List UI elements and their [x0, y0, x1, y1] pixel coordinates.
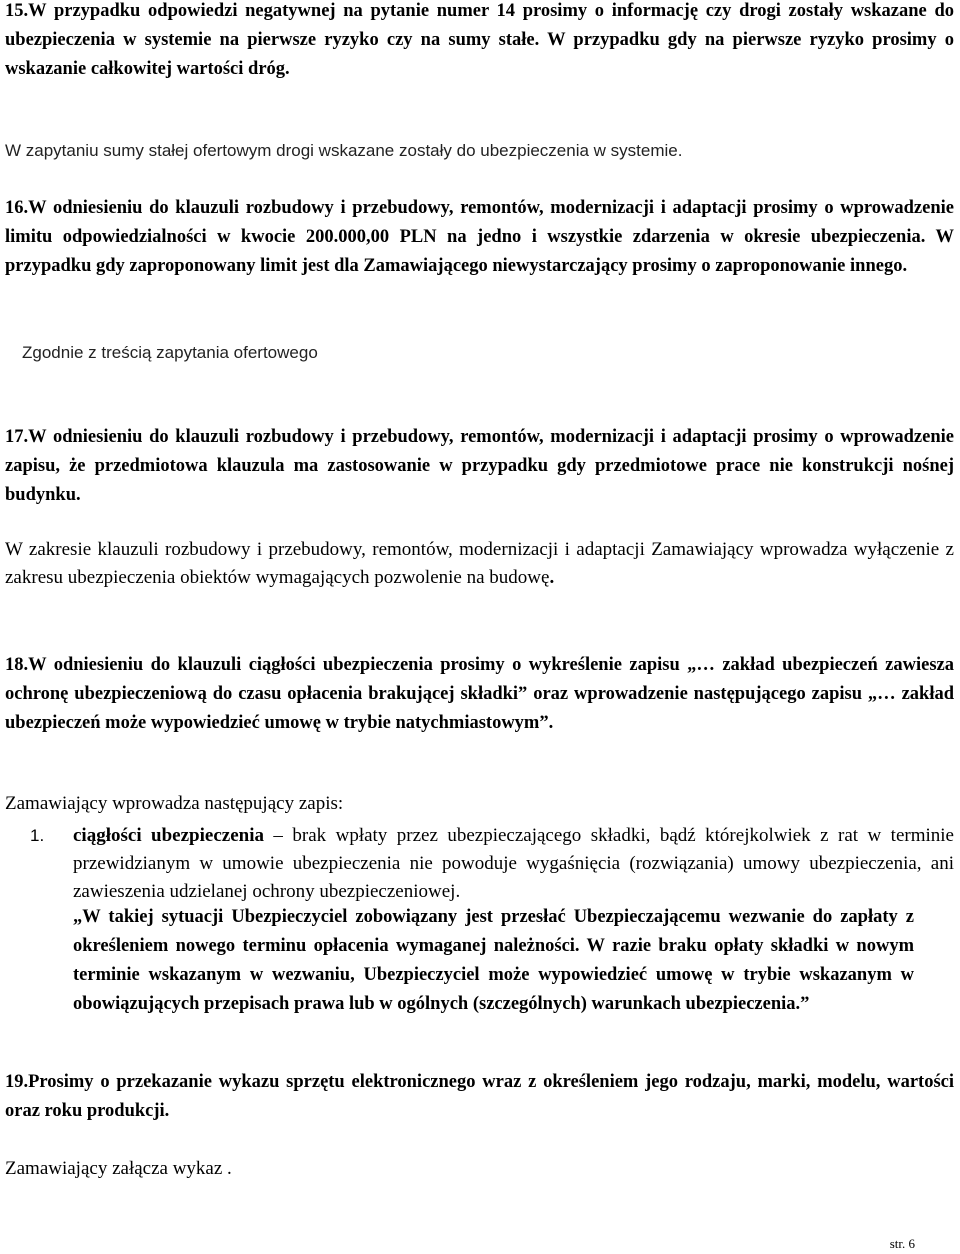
answer-19: Zamawiający załącza wykaz . [5, 1158, 232, 1179]
question-15: 15.W przypadku odpowiedzi negatywnej na pytanie numer 14 prosimy o informację czy drogi zostały wskazane do ubezpieczenia w systemie na pierwsze ryzyko czy na sumy stałe. W przypadku gdy na pierwsze ryzyko prosimy o wskazanie całkowitej wartości dróg. [5, 1, 954, 79]
answer-18-list-item [30, 822, 954, 906]
question-19: 19.Prosimy o przekazanie wykazu sprzętu elektronicznego wraz z określeniem jego rodzaju, marki, modelu, wartości oraz roku produkcji. [5, 1072, 954, 1121]
answer-18-intro: Zamawiający wprowadza następujący zapis: [5, 793, 344, 814]
question-16: 16.W odniesieniu do klauzuli rozbudowy i przebudowy, remontów, modernizacji i adaptacji prosimy o wprowadzenie limitu odpowiedzialności w kwocie 200.000,00 PLN na jedno i wszystkie zdarzenia w okresie ubezpieczenia. W przypadku gdy zaproponowany limit jest dla Zamawiającego niewystarczający prosimy o zaproponowanie innego. [5, 198, 954, 276]
list-item-text: – brak wpłaty przez ubezpieczającego składki, bądź którejkolwiek z rat w terminie przewidzianym w umowie ubezpieczenia nie powoduje wygaśnięcia (rozwiązania) umowy ubezpieczenia, ani zawieszenia udzielanej ochrony ubezpieczeniowej. [73, 825, 954, 902]
list-item-number: 1. [30, 826, 45, 845]
answer-17-end: . [549, 567, 555, 588]
answer-17 [5, 536, 954, 592]
answer-18-quote: „W takiej sytuacji Ubezpieczyciel zobowiązany jest przesłać Ubezpieczającemu wezwanie do zapłaty z określeniem nowego terminu opłacenia wymaganej należności. W razie braku opłaty składki w nowym terminie wskazanym w wezwaniu, Ubezpieczyciel może wypowiedzieć umowę w trybie wskazanym w obowiązujących przepisach prawa lub w ogólnych (szczególnych) warunkach ubezpieczenia.” [73, 907, 914, 1014]
question-18: 18.W odniesieniu do klauzuli ciągłości ubezpieczenia prosimy o wykreślenie zapisu „… zakład ubezpieczeń zawiesza ochronę ubezpieczeniową do czasu opłacenia brakującej składki” oraz wprowadzenie następującego zapisu „… zakład ubezpieczeń może wypowiedzieć umowę w trybie natychmiastowym”. [5, 655, 954, 733]
list-item-body [73, 822, 954, 906]
question-17: 17.W odniesieniu do klauzuli rozbudowy i przebudowy, remontów, modernizacji i adaptacji prosimy o wprowadzenie zapisu, że przedmiotowa klauzula ma zastosowanie w przypadku gdy przedmiotowe prace nie konstrukcji nośnej budynku. [5, 427, 954, 505]
answer-17-text: W zakresie klauzuli rozbudowy i przebudowy, remontów, modernizacji i adaptacji Zamawiający wprowadza wyłączenie z zakresu ubezpieczenia obiektów wymagających pozwolenie na budowę [5, 539, 954, 588]
answer-16: Zgodnie z treścią zapytania ofertowego [22, 343, 318, 362]
list-item-term: ciągłości ubezpieczenia [73, 825, 264, 846]
page-number: str. 6 [889, 1236, 915, 1251]
answer-15: W zapytaniu sumy stałej ofertowym drogi wskazane zostały do ubezpieczenia w systemie. [5, 141, 683, 160]
